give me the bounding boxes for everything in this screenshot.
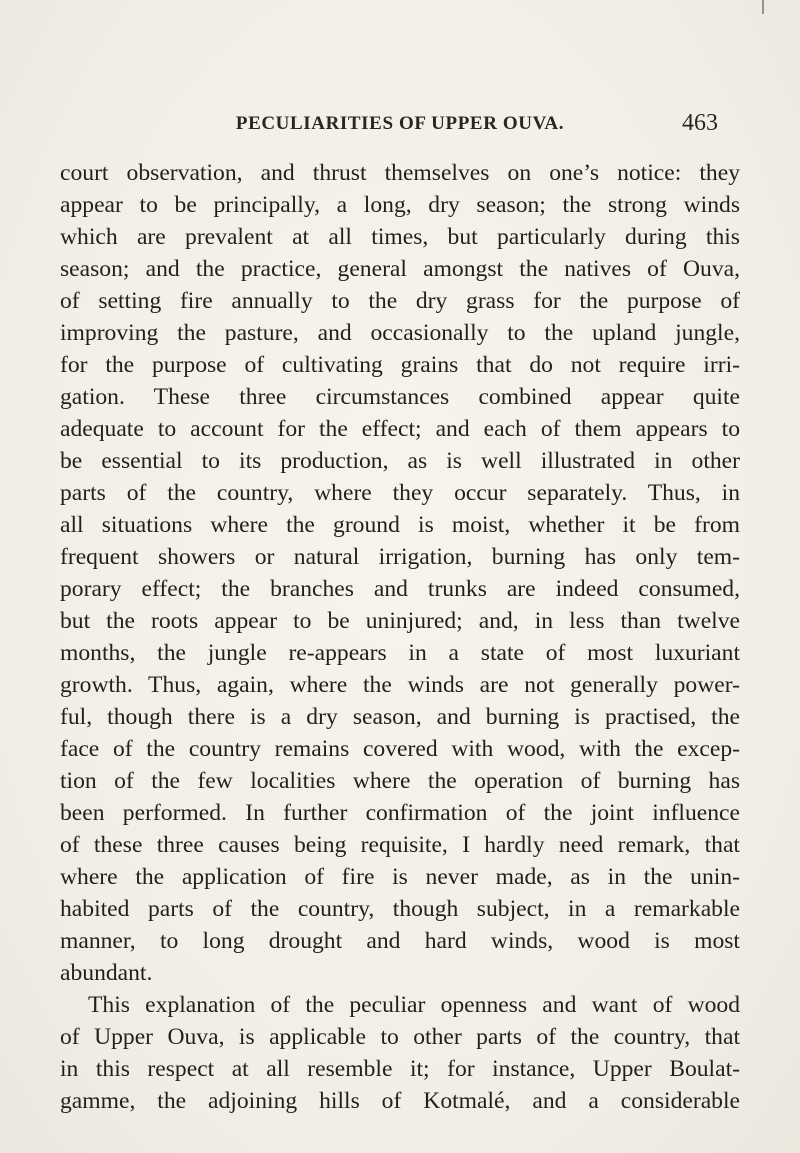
text-line: all situations where the ground is moist, whether it be from [60,512,740,538]
body-text [60,157,740,1117]
text-line: months, the jungle re-appears in a state of most luxuriant [60,640,740,666]
text-line: where the application of fire is never made, as in the unin- [60,864,740,890]
text-line: of these three causes being requisite, I hardly need remark, that [60,832,740,858]
paragraph [60,157,740,989]
text-line: which are prevalent at all times, but particularly during this [60,224,740,250]
text-line: for the purpose of cultivating grains that do not require irri- [60,352,740,378]
text-line: growth. Thus, again, where the winds are not generally power- [60,672,740,698]
text-line: habited parts of the country, though subject, in a remarkable [60,896,740,922]
paragraph [60,989,740,1117]
text-line: court observation, and thrust themselves on one’s notice: they [60,160,740,186]
text-line: but the roots appear to be uninjured; and, in less than twelve [60,608,740,634]
page-edge-mark [762,0,764,14]
text-line: of setting fire annually to the dry grass for the purpose of [60,288,740,314]
text-line: gation. These three circumstances combined appear quite [60,384,740,410]
text-line: been performed. In further confirmation of the joint influence [60,800,740,826]
text-line: parts of the country, where they occur separately. Thus, in [60,480,740,506]
text-line: porary effect; the branches and trunks are indeed consumed, [60,576,740,602]
text-line: improving the pasture, and occasionally to the upland jungle, [60,320,740,346]
text-line: in this respect at all resemble it; for instance, Upper Boulat- [60,1056,740,1082]
text-line: This explanation of the peculiar openness and want of wood [88,992,740,1018]
text-line: appear to be principally, a long, dry season; the strong winds [60,192,740,218]
text-line: of Upper Ouva, is applicable to other parts of the country, that [60,1024,740,1050]
text-line: tion of the few localities where the operation of burning has [60,768,740,794]
text-line: frequent showers or natural irrigation, burning has only tem- [60,544,740,570]
page-number: 463 [682,110,718,136]
text-line: face of the country remains covered with wood, with the excep- [60,736,740,762]
text-line: adequate to account for the effect; and each of them appears to [60,416,740,442]
text-line: manner, to long drought and hard winds, wood is most [60,928,740,954]
running-head-title: PECULIARITIES OF UPPER OUVA. [235,113,565,134]
text-line: gamme, the adjoining hills of Kotmalé, and a considerable [60,1088,740,1114]
running-head [0,110,800,140]
text-line: be essential to its production, as is well illustrated in other [60,448,740,474]
text-line: season; and the practice, general amongst the natives of Ouva, [60,256,740,282]
text-line: ful, though there is a dry season, and burning is practised, the [60,704,740,730]
text-line: abundant. [60,960,153,986]
